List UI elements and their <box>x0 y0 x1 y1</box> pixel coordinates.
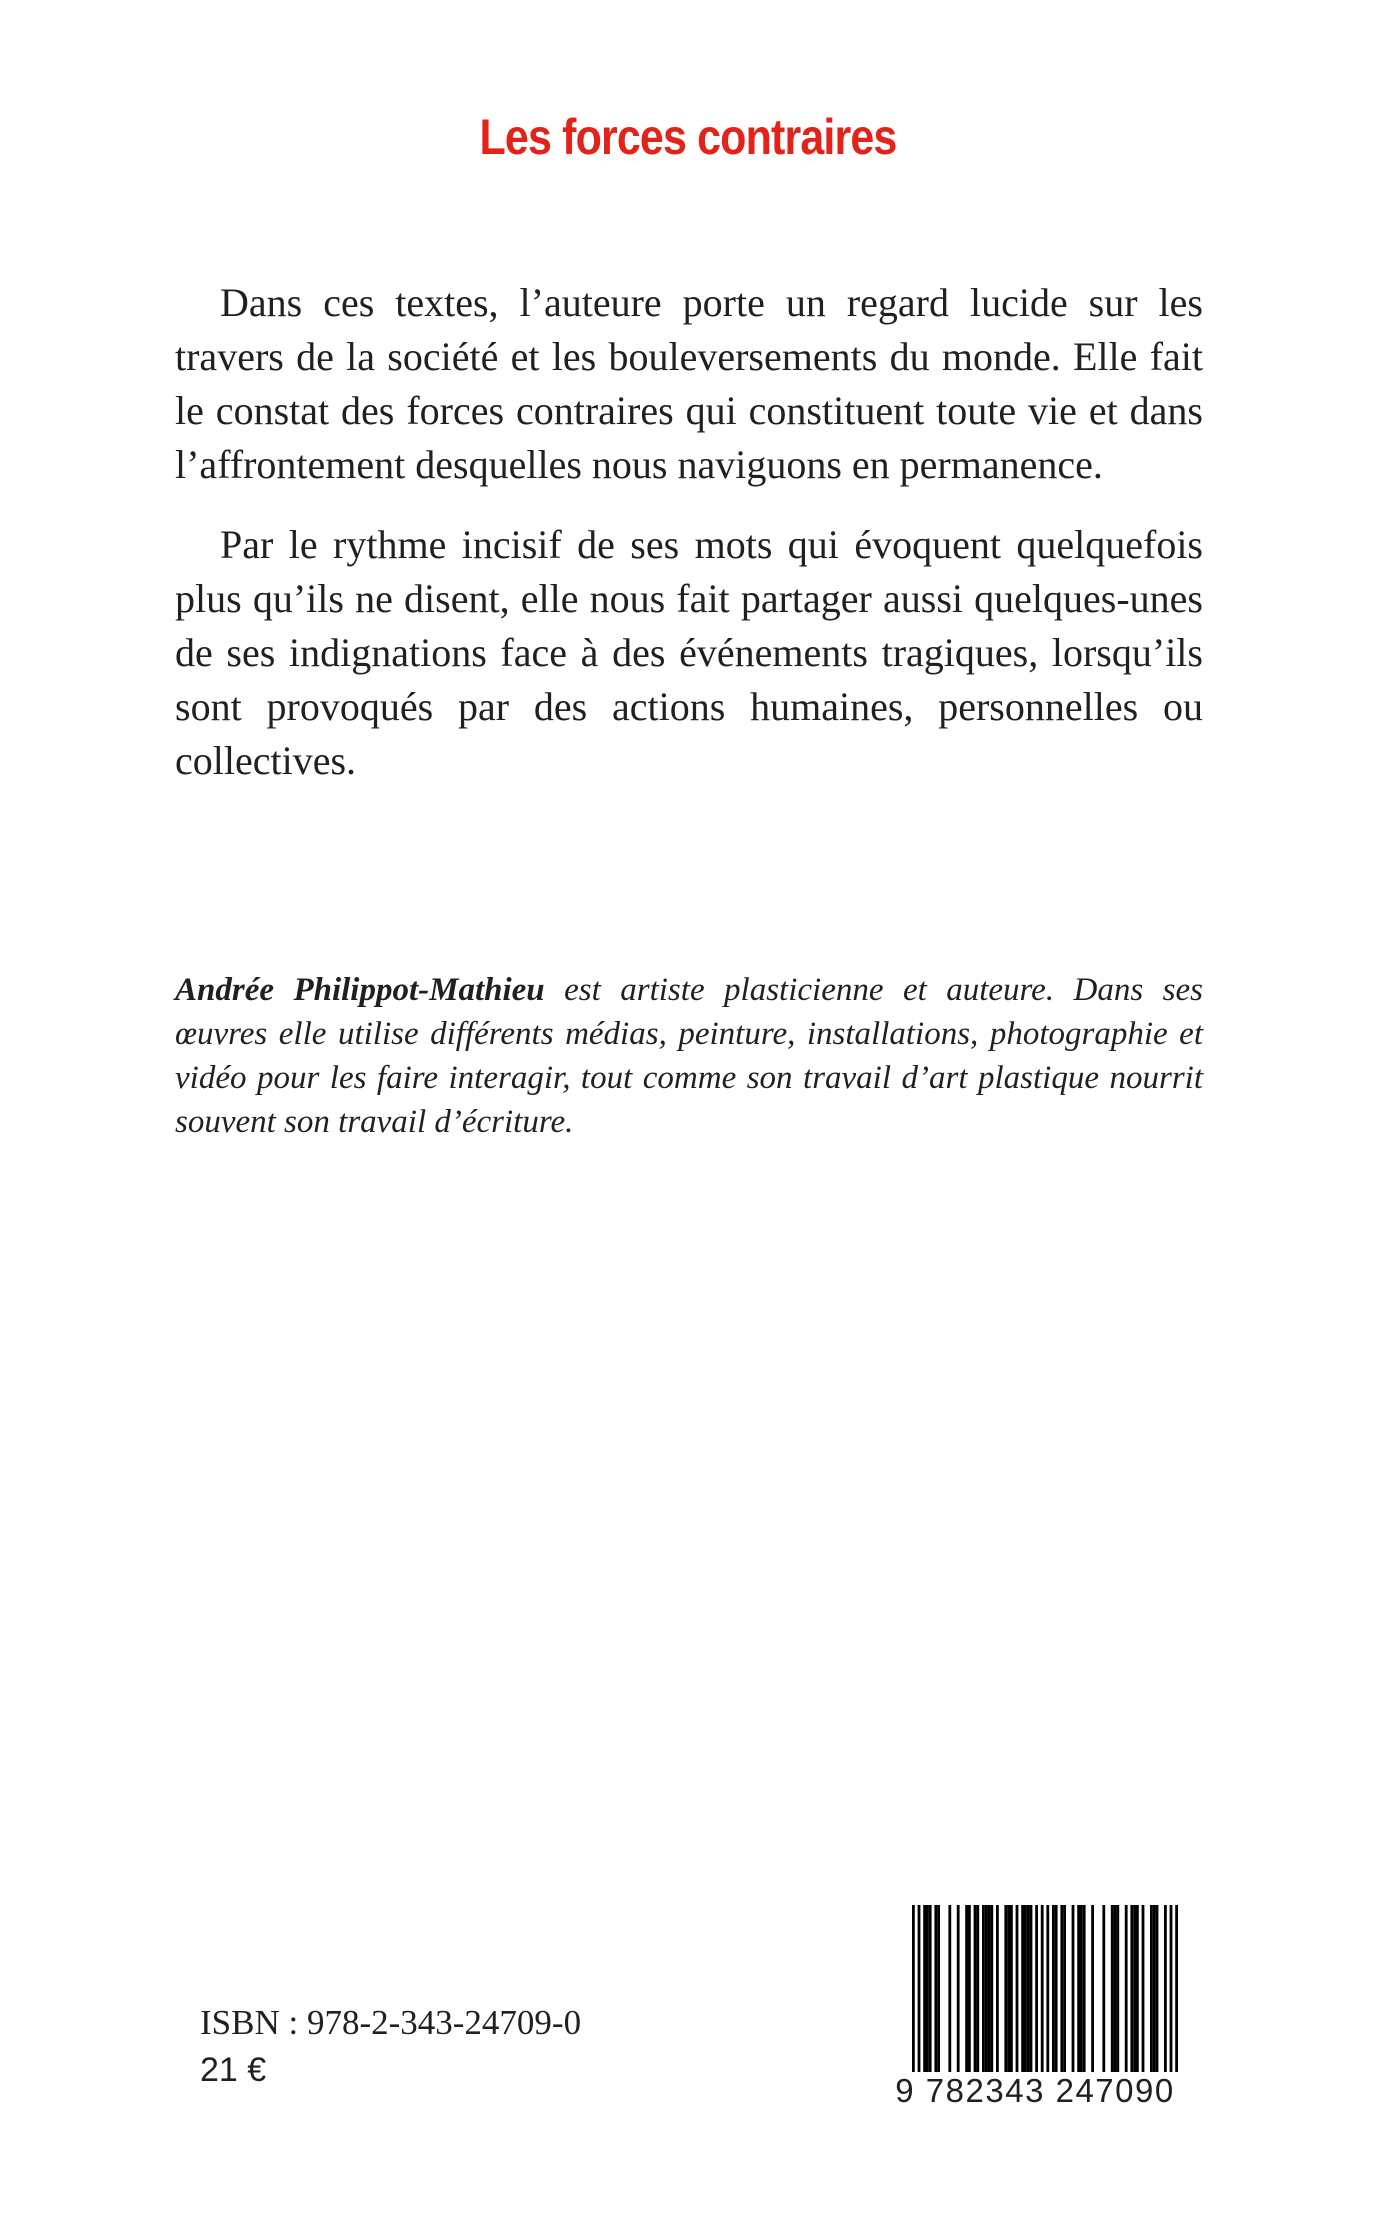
barcode-bar <box>937 1905 940 2077</box>
author-bio-text: est artiste plasticienne et auteure. Dans ses œuvres elle utilise différents médias, peinture, installations, photographie et vidéo pour les faire interagir, tout comme son travail d’art plastique nourrit souvent son travail d’écriture. <box>175 972 1203 1140</box>
synopsis-paragraph: Dans ces textes, l’auteure porte un regard lucide sur les travers de la société et les bouleversements du monde. Elle fait le constat des forces contraires qui constituent toute vie et dans l’affrontement desquelles nous naviguons en permanence. <box>175 280 1203 487</box>
barcode-bar <box>1125 1905 1128 2077</box>
barcode-bar <box>1077 1905 1080 2077</box>
barcode-bar <box>1150 1905 1153 2077</box>
barcode-bar <box>1055 1905 1058 2077</box>
barcode-bar <box>1007 1905 1010 2077</box>
barcode-bar <box>968 1905 971 2077</box>
isbn: ISBN : 978-2-343-24709-0 <box>200 2003 582 2042</box>
barcode-bar <box>996 1905 999 2077</box>
barcode-bar <box>1116 1905 1119 2077</box>
barcode-bar <box>1016 1905 1019 2077</box>
barcode-bar <box>1024 1905 1027 2077</box>
barcode-bar <box>934 1905 937 2077</box>
synopsis <box>175 276 1203 788</box>
barcode-bar <box>982 1905 985 2077</box>
barcode-bar <box>1027 1905 1030 2077</box>
barcode-bar <box>1021 1905 1024 2077</box>
barcode-bar <box>1010 1905 1013 2077</box>
barcode-bar <box>957 1905 960 2077</box>
author-name: Andrée Philippot-Mathieu <box>175 972 545 1008</box>
barcode-bar <box>1142 1905 1145 2077</box>
barcode-bar <box>985 1905 988 2077</box>
author-bio <box>175 968 1203 1144</box>
barcode-bar <box>1136 1905 1139 2077</box>
price: 21 € <box>200 2051 267 2089</box>
barcode-bar <box>1130 1905 1133 2077</box>
barcode-bar <box>965 1905 968 2077</box>
barcode-bar <box>923 1905 926 2077</box>
barcode-bar <box>976 1905 979 2077</box>
barcode-bar <box>1030 1905 1033 2077</box>
barcode-bar <box>1153 1905 1156 2077</box>
barcode-bar <box>1114 1905 1117 2077</box>
barcode-bar <box>1072 1905 1075 2077</box>
barcode-bar <box>926 1905 929 2077</box>
barcode-bar <box>1004 1905 1007 2077</box>
barcode-bar <box>1035 1905 1038 2077</box>
barcode-bar <box>988 1905 991 2077</box>
barcode-bar <box>1156 1905 1159 2077</box>
barcode-bar <box>1083 1905 1086 2077</box>
barcode-bar <box>1102 1905 1105 2077</box>
barcode-bar <box>1063 1905 1066 2077</box>
synopsis-paragraph: Par le rythme incisif de ses mots qui évoquent quelquefois plus qu’ils ne disent, elle nous fait partager aussi quelques-unes de ses indignations face à des événements tragiques, lorsqu’ils sont provoqués par des actions humaines, personnelles ou collectives. <box>175 522 1203 783</box>
barcode-bar <box>1111 1905 1114 2077</box>
barcode-bar <box>1164 1905 1167 2077</box>
barcode-bar <box>1091 1905 1094 2077</box>
barcode-bar <box>1052 1905 1055 2077</box>
barcode-bar <box>974 1905 977 2077</box>
book-title: Les forces contraires <box>479 109 897 165</box>
barcode-digits: 9 782343 247090 <box>870 2072 1200 2110</box>
barcode-bar <box>990 1905 993 2077</box>
barcode-bar <box>1080 1905 1083 2077</box>
barcode-bar <box>1060 1905 1063 2077</box>
barcode-bar <box>1133 1905 1136 2077</box>
barcode-bar <box>929 1905 932 2077</box>
barcode-bar <box>948 1905 951 2077</box>
